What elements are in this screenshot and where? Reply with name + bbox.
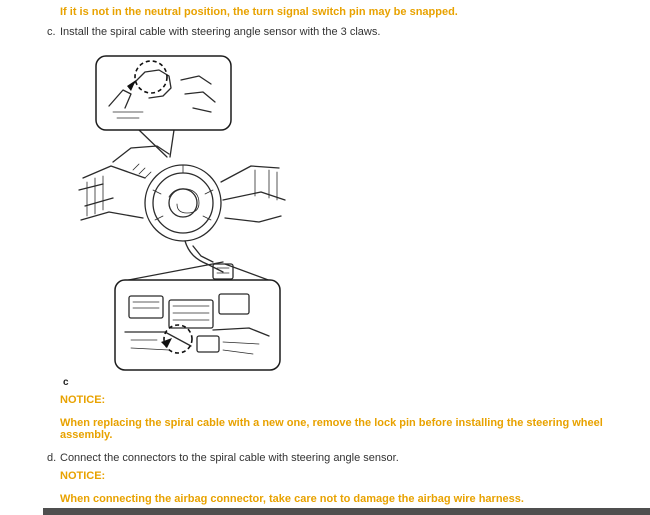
main-assembly-art — [79, 146, 285, 279]
notice-1-label: NOTICE: — [60, 394, 106, 406]
bottom-callout-pointer — [123, 262, 271, 281]
step-d — [47, 452, 650, 464]
step-c — [47, 26, 650, 38]
step-c-text: Install the spiral cable with steering angle sensor with the 3 claws. — [60, 26, 381, 38]
spiral-cable-figure-svg — [73, 50, 335, 375]
spiral-cable-illustration — [73, 50, 335, 375]
bottom-section-bar — [43, 508, 650, 515]
step-d-letter: d. — [47, 452, 57, 464]
figure-label: c — [63, 377, 69, 388]
top-callout-pointer — [139, 130, 174, 157]
top-callout-box — [96, 56, 231, 130]
step-c-letter: c. — [47, 26, 56, 38]
manual-page — [0, 6, 650, 515]
step-d-text: Connect the connectors to the spiral cable with steering angle sensor. — [60, 452, 399, 464]
warning-text: If it is not in the neutral position, the turn signal switch pin may be snapped. — [60, 6, 458, 18]
notice-1-text: When replacing the spiral cable with a new one, remove the lock pin before installing the steering wheel assembly. — [60, 417, 603, 441]
notice-2-text: When connecting the airbag connector, take care not to damage the airbag wire harness. — [60, 493, 524, 505]
bottom-callout-box — [115, 280, 280, 370]
notice-2-label: NOTICE: — [60, 470, 106, 482]
